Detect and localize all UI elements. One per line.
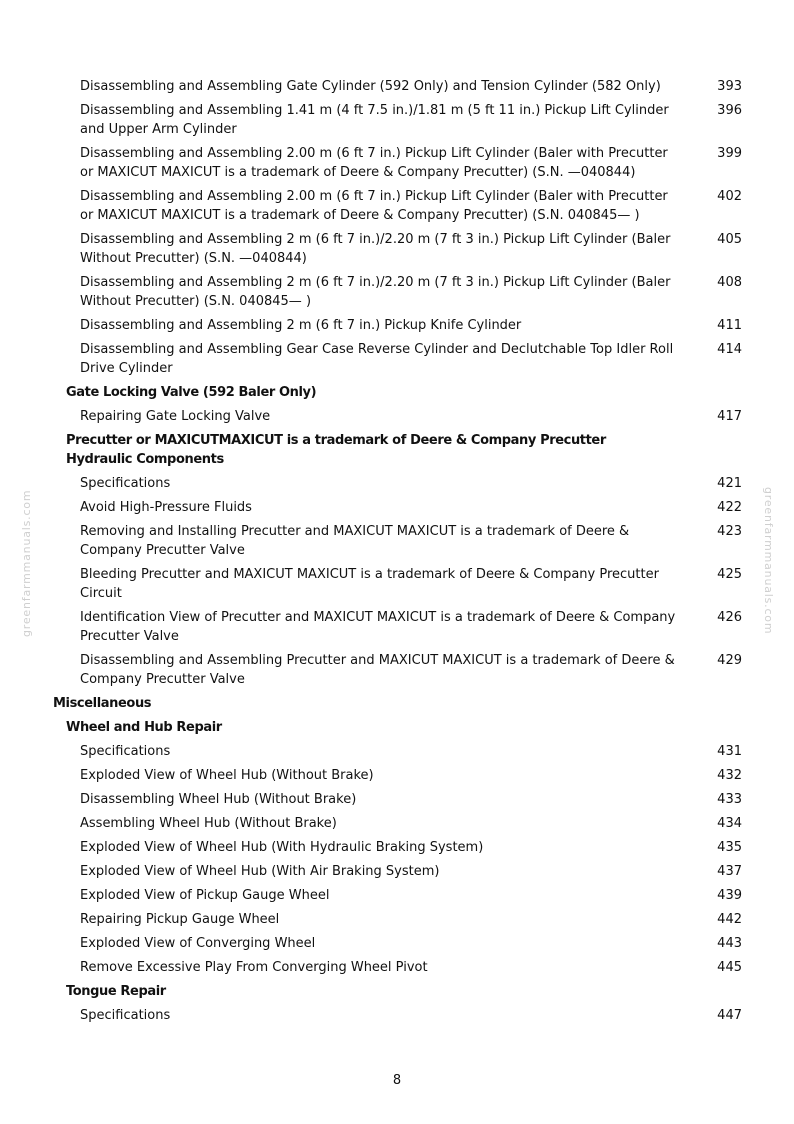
toc-entry-page: 432 (717, 768, 742, 783)
toc-entry-page: 408 (717, 275, 742, 290)
toc-entry-page: 435 (717, 840, 742, 855)
toc-entry-title: Tongue Repair (66, 984, 166, 999)
toc-entry-title: Exploded View of Wheel Hub (With Air Braking System) (80, 864, 440, 879)
page-number: 8 (392, 1073, 402, 1088)
toc-entry[interactable] (0, 273, 794, 311)
toc-entry[interactable] (0, 838, 794, 857)
toc-entry-title: Exploded View of Pickup Gauge Wheel (80, 888, 330, 903)
toc-entry-title: Exploded View of Converging Wheel (80, 936, 316, 951)
toc-entry[interactable] (0, 910, 794, 929)
toc-section-heading[interactable] (0, 383, 794, 402)
toc-entry-page: 414 (717, 342, 742, 357)
toc-entry-title: Disassembling and Assembling 2 m (6 ft 7 in.) Pickup Knife Cylinder (80, 318, 522, 333)
toc-entry[interactable] (0, 651, 794, 689)
toc-entry-page: 443 (717, 936, 742, 951)
toc-entry[interactable] (0, 407, 794, 426)
toc-entry[interactable] (0, 101, 794, 139)
toc-entry[interactable] (0, 230, 794, 268)
toc-entry[interactable] (0, 814, 794, 833)
toc-entry-title: Specifications (80, 744, 171, 759)
toc-entry-page: 396 (717, 103, 742, 118)
toc-entry-title: Specifications (80, 476, 171, 491)
toc-entry[interactable] (0, 608, 794, 646)
toc-section-heading[interactable] (0, 694, 794, 713)
toc-entry-title: Disassembling and Assembling 2.00 m (6 ft 7 in.) Pickup Lift Cylinder (Baler with Precutter or MAXICUT MAXICUT is a trademark of Deere & Company Precutter) (S.N. —040844) (80, 146, 668, 180)
toc-entry[interactable] (0, 766, 794, 785)
toc-entry-page: 442 (717, 912, 742, 927)
toc-entry[interactable] (0, 958, 794, 977)
table-of-contents (0, 77, 794, 1030)
toc-entry-title: Disassembling and Assembling 1.41 m (4 ft 7.5 in.)/1.81 m (5 ft 11 in.) Pickup Lift Cylinder and Upper Arm Cylinder (80, 103, 669, 137)
toc-entry[interactable] (0, 77, 794, 96)
toc-entry[interactable] (0, 340, 794, 378)
toc-entry-page: 411 (717, 318, 742, 333)
toc-entry-title: Disassembling and Assembling 2.00 m (6 ft 7 in.) Pickup Lift Cylinder (Baler with Precutter or MAXICUT MAXICUT is a trademark of Deere & Company Precutter) (S.N. 040845— ) (80, 189, 668, 223)
toc-entry-title: Disassembling and Assembling 2 m (6 ft 7 in.)/2.20 m (7 ft 3 in.) Pickup Lift Cylinder (Baler Without Precutter) (S.N. 040845— ) (80, 275, 671, 309)
toc-entry-page: 393 (717, 79, 742, 94)
toc-entry-page: 422 (717, 500, 742, 515)
toc-entry-title: Wheel and Hub Repair (66, 720, 222, 735)
toc-entry-title: Remove Excessive Play From Converging Wheel Pivot (80, 960, 428, 975)
toc-entry-title: Disassembling and Assembling Gate Cylinder (592 Only) and Tension Cylinder (582 Only) (80, 79, 661, 94)
toc-entry-title: Specifications (80, 1008, 171, 1023)
toc-entry[interactable] (0, 144, 794, 182)
toc-entry-page: 439 (717, 888, 742, 903)
toc-entry-title: Disassembling and Assembling Precutter and MAXICUT MAXICUT is a trademark of Deere & Company Precutter Valve (80, 653, 675, 687)
toc-entry-title: Precutter or MAXICUTMAXICUT is a trademark of Deere & Company Precutter Hydraulic Components (66, 433, 606, 467)
toc-entry-title: Gate Locking Valve (592 Baler Only) (66, 385, 317, 400)
watermark-left: greenfarmmanuals.com (20, 489, 33, 637)
toc-entry-page: 433 (717, 792, 742, 807)
toc-entry-title: Disassembling and Assembling Gear Case Reverse Cylinder and Declutchable Top Idler Roll Drive Cylinder (80, 342, 674, 376)
toc-entry-page: 425 (717, 567, 742, 582)
toc-entry-title: Assembling Wheel Hub (Without Brake) (80, 816, 337, 831)
toc-entry[interactable] (0, 565, 794, 603)
toc-entry[interactable] (0, 790, 794, 809)
toc-entry-title: Identification View of Precutter and MAXICUT MAXICUT is a trademark of Deere & Company Precutter Valve (80, 610, 676, 644)
toc-entry-title: Bleeding Precutter and MAXICUT MAXICUT is a trademark of Deere & Company Precutter Circuit (80, 567, 659, 601)
toc-entry-title: Repairing Gate Locking Valve (80, 409, 271, 424)
toc-entry-page: 426 (717, 610, 742, 625)
toc-entry-page: 399 (717, 146, 742, 161)
toc-entry-page: 445 (717, 960, 742, 975)
toc-entry-title: Exploded View of Wheel Hub (With Hydraulic Braking System) (80, 840, 484, 855)
toc-entry-title: Disassembling Wheel Hub (Without Brake) (80, 792, 357, 807)
toc-entry-page: 421 (717, 476, 742, 491)
toc-entry[interactable] (0, 934, 794, 953)
toc-entry[interactable] (0, 886, 794, 905)
toc-entry-title: Miscellaneous (53, 696, 152, 711)
toc-section-heading[interactable] (0, 718, 794, 737)
toc-entry-title: Avoid High-Pressure Fluids (80, 500, 252, 515)
toc-entry[interactable] (0, 187, 794, 225)
toc-entry-page: 434 (717, 816, 742, 831)
toc-entry-title: Repairing Pickup Gauge Wheel (80, 912, 280, 927)
toc-entry[interactable] (0, 742, 794, 761)
watermark-right: greenfarmmanuals.com (762, 487, 775, 635)
toc-entry-title: Exploded View of Wheel Hub (Without Brake) (80, 768, 374, 783)
toc-entry-page: 423 (717, 524, 742, 539)
toc-entry[interactable] (0, 498, 794, 517)
toc-entry[interactable] (0, 1006, 794, 1025)
toc-entry-page: 402 (717, 189, 742, 204)
toc-entry[interactable] (0, 316, 794, 335)
toc-entry-page: 437 (717, 864, 742, 879)
toc-entry-page: 429 (717, 653, 742, 668)
toc-entry-page: 447 (717, 1008, 742, 1023)
toc-section-heading[interactable] (0, 982, 794, 1001)
toc-entry[interactable] (0, 522, 794, 560)
toc-entry-page: 417 (717, 409, 742, 424)
toc-entry[interactable] (0, 862, 794, 881)
toc-entry-title: Disassembling and Assembling 2 m (6 ft 7 in.)/2.20 m (7 ft 3 in.) Pickup Lift Cylinder (Baler Without Precutter) (S.N. —040844) (80, 232, 671, 266)
toc-entry-page: 431 (717, 744, 742, 759)
toc-entry-title: Removing and Installing Precutter and MAXICUT MAXICUT is a trademark of Deere & Company Precutter Valve (80, 524, 630, 558)
toc-section-heading[interactable] (0, 431, 794, 469)
toc-entry[interactable] (0, 474, 794, 493)
toc-entry-page: 405 (717, 232, 742, 247)
